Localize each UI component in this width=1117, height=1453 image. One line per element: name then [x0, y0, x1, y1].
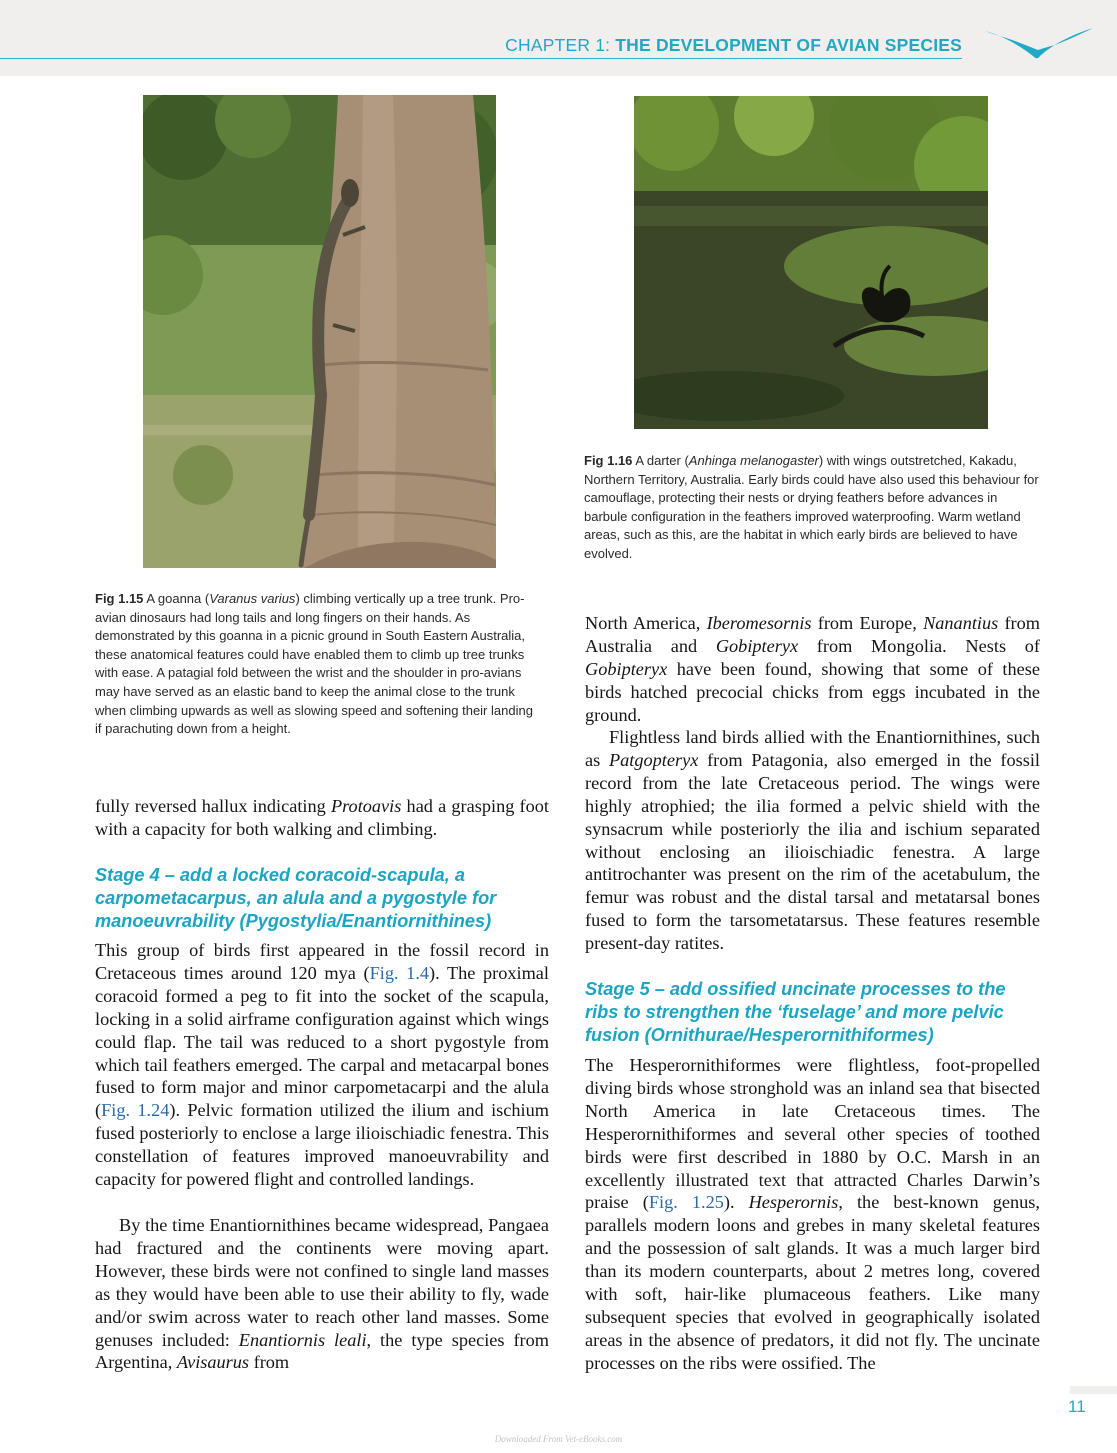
caption-text: ) climbing vertically up a tree trunk. Pro-avian dinosaurs had long tails and long fingers on their hands. As demonstrated by this goanna in a picnic ground in South Eastern Australia, these anatomical features could have enabled them to climb up tree trunks with ease. A patagial fold between the wrist and the shoulder in pro-avians may have served as an elastic band to keep the animal close to the trunk when climbing upwards as well as slowing speed and softening their landing if parachuting down from a height. — [95, 591, 533, 737]
chapter-title: THE DEVELOPMENT OF AVIAN SPECIES — [615, 35, 962, 55]
page-tab — [1070, 1386, 1117, 1394]
caption-text: A darter ( — [632, 453, 689, 468]
chapter-prefix: CHAPTER 1: — [505, 35, 616, 55]
figure-link[interactable]: Fig. 1.25 — [648, 1192, 724, 1213]
footer-watermark: Downloaded From Vet-eBooks.com — [494, 1434, 623, 1444]
page-number: 11 — [1068, 1397, 1086, 1416]
running-header — [505, 35, 962, 56]
body-paragraph: The Hesperornithiformes were flightless, foot-propelled diving birds whose stronghold was an inland sea that bisected North America in late Cretaceous times. The Hesperornithiformes and several other species of toothed birds were first described in 1880 by O.C. Marsh in an excellently illustrated text that attracted Charles Darwin’s praise (Fig. 1.25). Hesperornis, the best-known genus, parallels modern loons and grebes in many skeletal features and the possession of salt glands. It was a much larger bird than its modern counterparts, about 2 metres long, covered with soft, hair-like plumaceous feathers. Like many subsequent species that evolved in geographically isolated areas in the absence of predators, it did not fly. The uncinate processes on the ribs were ossified. The — [585, 1055, 1040, 1373]
fig-label: Fig 1.15 — [95, 591, 144, 606]
figure-link[interactable]: Fig. 1.24 — [101, 1100, 170, 1121]
caption-species: Anhinga melanogaster — [688, 453, 819, 468]
darter-wetland-photo — [634, 96, 988, 429]
caption-species: Varanus varius — [209, 591, 296, 606]
body-paragraph: Flightless land birds allied with the Enantiornithines, such as Patgopteryx from Patagonia, also emerged in the fossil record from the late Cretaceous period. The wings were highly atrophied; the ilia formed a pelvic shield with the synsacrum while posteriorly the ilia and ischium separated without enclosing an ilioischiadic fenestra. A large antitrochanter was present on the rim of the acetabulum, the femur was robust and the distal tarsal and metatarsal bones fused to form the tarsometatarsus. These features resemble present-day ratites. — [585, 727, 1040, 954]
body-paragraph: By the time Enantiornithines became widespread, Pangaea had fractured and the continents were moving apart. However, these birds were not confined to single land masses as they would have been able to use their ability to fly, wade and/or swim across water to reach other land masses. Some genuses included: Enantiornis leali, the type species from Argentina, Avisaurus from — [95, 1215, 549, 1373]
body-paragraph: This group of birds first appeared in the fossil record in Cretaceous times around 120 mya (Fig. 1.4). The proximal coracoid formed a peg to fit into the socket of the scapula, locking in a solid airframe configuration against which wings could flap. The tail was reduced to a short pygostyle from which tail feathers emerged. The carpal and metacarpal bones fused to form major and minor carpometacarpi and the alula (Fig. 1.24). Pelvic formation utilized the ilium and ischium fused posteriorly to enclose a large ilioischiadic fenestra. This constellation of features improved manoeuvrability and capacity for powered flight and controlled landings. — [95, 940, 549, 1190]
caption-text: A goanna ( — [143, 591, 210, 606]
stage-4-heading: Stage 4 – add a locked coracoid-scapula, a carpometacarpus, an alula and a pygostyle for manoeuvrability (Pygostylia/Enantiornithines) — [95, 865, 497, 931]
body-paragraph: North America, Iberomesornis from Europe, Nanantius from Australia and Gobipteryx from Mongolia. Nests of Gobipteryx have been found, showing that some of these birds hatched precocial chicks from eggs incubated in the ground. — [585, 613, 1040, 725]
bird-logo-icon — [985, 23, 1093, 61]
fig-1-15-caption — [95, 590, 541, 739]
stage-5-heading: Stage 5 – add ossified uncinate processes to the ribs to strengthen the ‘fuselage’ and more pelvic fusion (Ornithurae/Hesperornithiformes) — [585, 979, 1006, 1045]
fig-1-16-caption — [584, 452, 1040, 564]
goanna-tree-photo — [143, 95, 496, 568]
header-rule — [0, 58, 962, 59]
body-paragraph: fully reversed hallux indicating Protoavis had a grasping foot with a capacity for both walking and climbing. — [95, 796, 549, 839]
figure-link[interactable]: Fig. 1.4 — [369, 962, 430, 983]
fig-label: Fig 1.16 — [584, 453, 633, 468]
caption-text: ) with wings outstretched, Kakadu, Northern Territory, Australia. Early birds could have also used this behaviour for camouflage, protecting their nests or drying feathers before advances in barbule configuration in the feathers improved waterproofing. Warm wetland areas, such as this, are the habitat in which early birds are believed to have evolved. — [584, 453, 1039, 561]
